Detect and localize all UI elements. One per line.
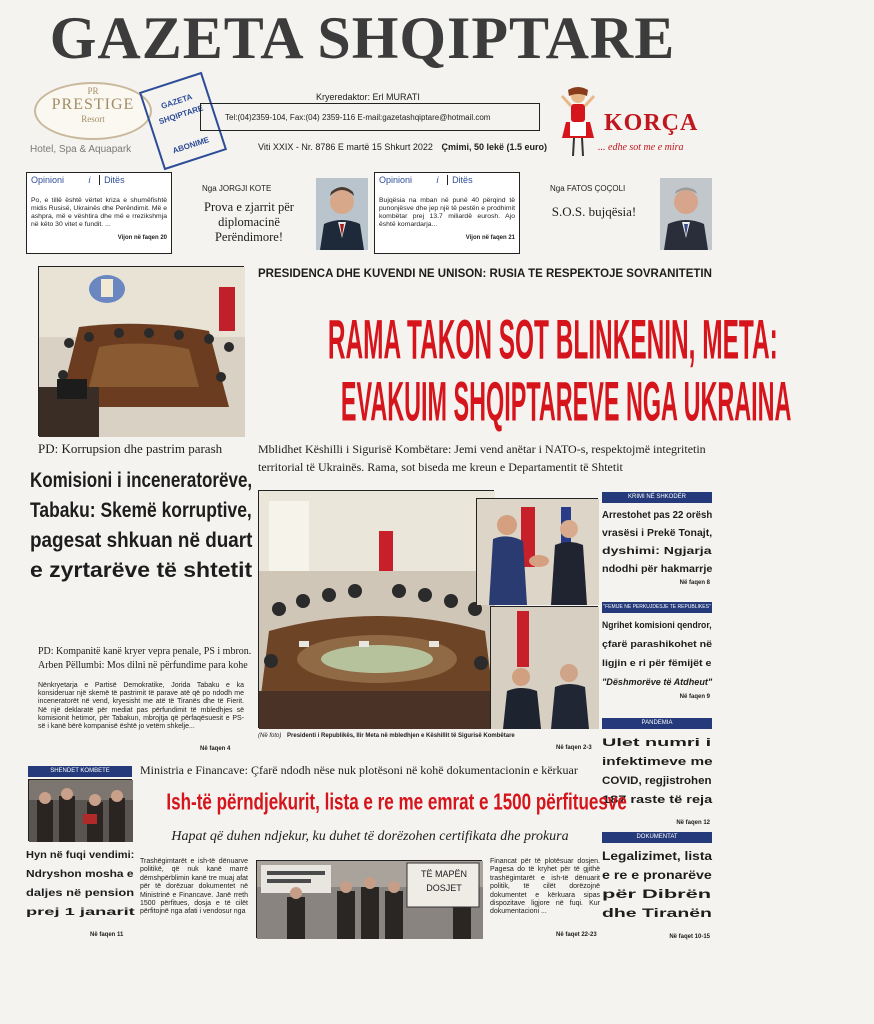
opinion-1-label-a: Opinioni <box>31 175 65 185</box>
korca-mascot-icon <box>560 86 596 160</box>
right-item-2-jump: Në faqen 9 <box>679 694 710 700</box>
right-item-1-line-2: vrasësi i Prekë Tonajt, <box>602 527 713 539</box>
right-item-2-line-3: ligjin e ri për fëmijët e <box>602 658 712 668</box>
right-item-1-line-1: Arrestohet pas 22 orësh <box>602 509 713 521</box>
right-item-4-headline <box>602 848 712 924</box>
opinion-2-label-c: Ditës <box>447 175 473 185</box>
opinion-2-author: Nga FATOS ÇOÇOLI <box>550 184 626 193</box>
bottom-kicker: Ministria e Financave: Çfarë ndodh nëse nuk plotësoni në kohë dokumentacionin e kërkuar <box>140 763 578 777</box>
main-deck: Mblidhet Këshilli i Sigurisë Kombëtare: Jemi vend anëtar i NATO-s, respektojmë integritetin territorial të Ukrainës. Rama, sot biseda me kreun e Departamentit të Shtetit <box>258 442 706 474</box>
main-kicker: PRESIDENCA DHE KUVENDI NE UNISON: RUSIA TE RESPEKTOJE SOVRANITETIN <box>258 268 712 280</box>
right-item-3-jump: Në faqen 12 <box>676 820 710 826</box>
issue-number: Viti XXIX - Nr. 8786 E martë 15 Shkurt 2022 <box>258 142 433 152</box>
issue-price: Çmimi, 50 lekë (1.5 euro) <box>441 142 547 152</box>
opinion-1-jump: Vijon në faqen 20 <box>117 235 167 241</box>
bottom-left-line-4: prej 1 janarit <box>26 906 135 918</box>
left-story-body: Nënkryetarja e Partisë Demokratike, Jorida Tabaku e ka konsideruar një skemë të pastrimit të parave atë që po ndodh me inceneratorët në vend, kryesisht me atë të Tiranës dhe të Fierit. Në një deklaratë për mediat pas përfundimit të mbledhjes së komisionit hetimor, për Tabakun, mbrojtja që përfaqësuesit e PS-së i kanë bërë kompanisë është jo vetëm shkelje... <box>38 682 244 731</box>
right-item-4-tag: DOKUMENTAT <box>602 832 712 843</box>
right-item-2-line-1: Ngrihet komisioni qendror, <box>602 620 712 630</box>
left-story-kicker: PD: Korrupsion dhe pastrim parash <box>38 441 223 456</box>
bottom-left-line-2: Ndryshon mosha e <box>26 868 134 880</box>
right-item-2-line-2: çfarë parashikohet në <box>602 639 713 649</box>
opinion-strip <box>26 172 712 260</box>
right-item-4-line-4: dhe Tiranën <box>602 908 712 920</box>
opinion-2-jump: Vijon në faqen 21 <box>465 235 515 241</box>
protest-sign-line-2: DOSJET <box>426 883 462 893</box>
opinion-2-title: S.O.S. bujqësia! <box>551 204 637 219</box>
stamp-line1: GAZETA SHQIPTARE <box>157 92 205 127</box>
opinion-2 <box>374 172 520 254</box>
prestige-tagline: Hotel, Spa & Aquapark <box>30 144 132 155</box>
main-headline-1: RAMA TAKON SOT BLINKENIN, META: <box>327 307 778 371</box>
prestige-name: PRESTIGE <box>51 96 135 113</box>
prestige-small: PR <box>87 86 99 96</box>
main-caption-text: Presidenti i Republikës, Ilir Meta në mbledhjen e Këshillit të Sigurisë Kombëtare <box>287 733 515 739</box>
left-story-jump: Në faqen 4 <box>200 746 231 752</box>
left-story-headline-line-2: Tabaku: Skemë korruptive, <box>30 499 252 522</box>
main-caption <box>258 733 515 739</box>
opinion-2-label-b: i <box>436 175 439 185</box>
right-column <box>602 492 712 948</box>
korca-logo-slogan: ... edhe sot me e mira <box>598 142 684 153</box>
right-item-2-line-4: "Dëshmorëve të Atdheut" <box>602 677 713 687</box>
left-story-headline-line-1: Komisioni i inceneratorëve, <box>30 469 253 492</box>
right-item-4-line-1: Legalizimet, lista <box>602 851 713 863</box>
bottom-deck: Hapat që duhen ndjekur, ku duhet të dorëzohen certifikata dhe prokura <box>171 829 569 844</box>
right-item-3-line-4: 187 raste të reja <box>602 794 713 806</box>
left-story-headline-line-3: pagesat shkuan në duart <box>30 529 253 552</box>
masthead <box>0 0 725 172</box>
opinion-1-title: Prova e zjarrit për diplomacinë Perëndimore! <box>204 200 294 244</box>
opinion-2-label-a: Opinioni <box>379 175 413 185</box>
left-story-deck-1: PD: Kompanitë kanë kryer vepra penale, PS i mbron. <box>38 646 252 657</box>
right-item-4-line-2: e re e pronarëve <box>602 870 712 882</box>
bottom-photo-protest <box>256 860 482 938</box>
masthead-title: GAZETA SHQIPTARE <box>49 5 676 71</box>
bottom-left-jump: Në faqen 11 <box>90 932 124 938</box>
main-photo-handshake <box>476 498 598 604</box>
opinion-2-label <box>379 175 515 185</box>
right-item-1-line-3: dyshimi: Ngjarja <box>602 545 712 557</box>
contacts-text: Tel:(04)2359-104, Fax:(04) 2359-116 E-mail:gazetashqiptare@hotmail.com <box>225 113 491 122</box>
opinion-1-text: Po, e tillë është vërtet kriza e shumëfishtë midis Rusisë, Ukrainës dhe Perëndimit. Më e ashpra, më e vështira dhe më e rrezikshmja në këto 30 vitet e fundit. ... <box>31 197 167 228</box>
main-headline-2: EVAKUIM SHQIPTAREVE NGA UKRAINA <box>340 369 792 433</box>
protest-sign-line-1: TË MAPËN <box>420 869 467 879</box>
right-item-4-jump: Në faqet 10-15 <box>669 934 710 940</box>
issue-line <box>258 142 547 152</box>
korca-logo-name: KORÇA <box>604 110 699 136</box>
bottom-body-right: Financat për të plotësuar dosjen. Pagesa do të kryhet për të gjithë trashëgimtarët e ish-të dënuarit politik, të cilët dorëzojnë dokumentet e kërkuara sipas dispozitave ligjore në fuqi. Kur dokumentacioni ... <box>490 858 600 916</box>
left-story-headline <box>30 466 252 586</box>
bottom-left-line-3: daljes në pension <box>26 887 135 899</box>
bottom-jump: Në faqet 22-23 <box>556 932 597 938</box>
stamp-line2: ABONIME <box>171 135 211 156</box>
editor-line: Kryeredaktor: Erl MURATI <box>316 92 420 102</box>
opinion-2-author-photo <box>660 178 712 250</box>
contacts-box <box>200 103 540 131</box>
opinion-2-text: Bujqësia na mban në punë 40 përqind të punonjësve dhe jep një të pestën e prodhimit kombëtar prej 13.7 miliardë eurosh. Ajo është komardarja... <box>379 197 515 228</box>
bottom-left-photo <box>28 779 132 841</box>
opinion-1-label <box>31 175 167 185</box>
right-item-3-tag: PANDEMIA <box>602 718 712 729</box>
bottom-body-left: Trashëgimtarët e ish-të dënuarve politikë, që nuk kanë marrë dëmshpërblimin kanë tre muaj afat për të dorëzuar dokumentet në Ministrinë e Financave. Janë rreth 1500 përfitues, dosja e të cilët përfitojnë nga afati i vendosur nga <box>140 858 248 916</box>
left-story-deck-2: Arben Pëllumbi: Mos dilni në përfundime para kohe <box>38 660 248 671</box>
right-item-1-headline <box>602 506 712 578</box>
right-item-1-tag: KRIMI NË SHKODËR <box>602 492 712 503</box>
left-story-photo <box>38 266 244 436</box>
right-item-1-jump: Në faqen 8 <box>679 580 710 586</box>
right-item-4-line-3: për Dibrën <box>602 889 712 901</box>
right-item-2-tag: "FEMIJE NE PERKUJDESJE TE REPUBLIKES" <box>602 602 712 613</box>
right-item-3-line-2: infektimeve me <box>602 756 713 768</box>
left-story-headline-line-4: e zyrtarëve të shtetit <box>30 559 253 582</box>
right-item-3-line-3: COVID, regjistrohen <box>602 775 712 787</box>
bottom-headline: Ish-të përndjekurit, lista e re me emrat e 1500 përfituesve <box>166 790 627 816</box>
bottom-left-line-1: Hyn në fuqi vendimi: <box>26 849 135 861</box>
bottom-left-headline <box>26 846 134 922</box>
right-item-3-line-1: Ulet numri i <box>602 737 712 749</box>
right-item-2-headline <box>602 616 712 692</box>
main-jump: Në faqen 2-3 <box>556 745 592 751</box>
prestige-resort: Resort <box>81 114 105 124</box>
opinion-1-label-b: i <box>88 175 91 185</box>
opinion-1-label-c: Ditës <box>99 175 125 185</box>
opinion-1 <box>26 172 172 254</box>
opinion-1-author: Nga JORGJI KOTE <box>202 184 272 193</box>
opinion-1-author-photo <box>316 178 368 250</box>
right-item-1-line-4: ndodhi për hakmarrje <box>602 563 713 575</box>
main-photo-council <box>258 490 494 728</box>
main-caption-tag: (Në foto) <box>258 733 282 739</box>
main-photo-meeting <box>490 606 598 728</box>
bottom-left-tag: SHENDET KOMBETE <box>28 766 132 777</box>
prestige-logo <box>34 82 152 140</box>
